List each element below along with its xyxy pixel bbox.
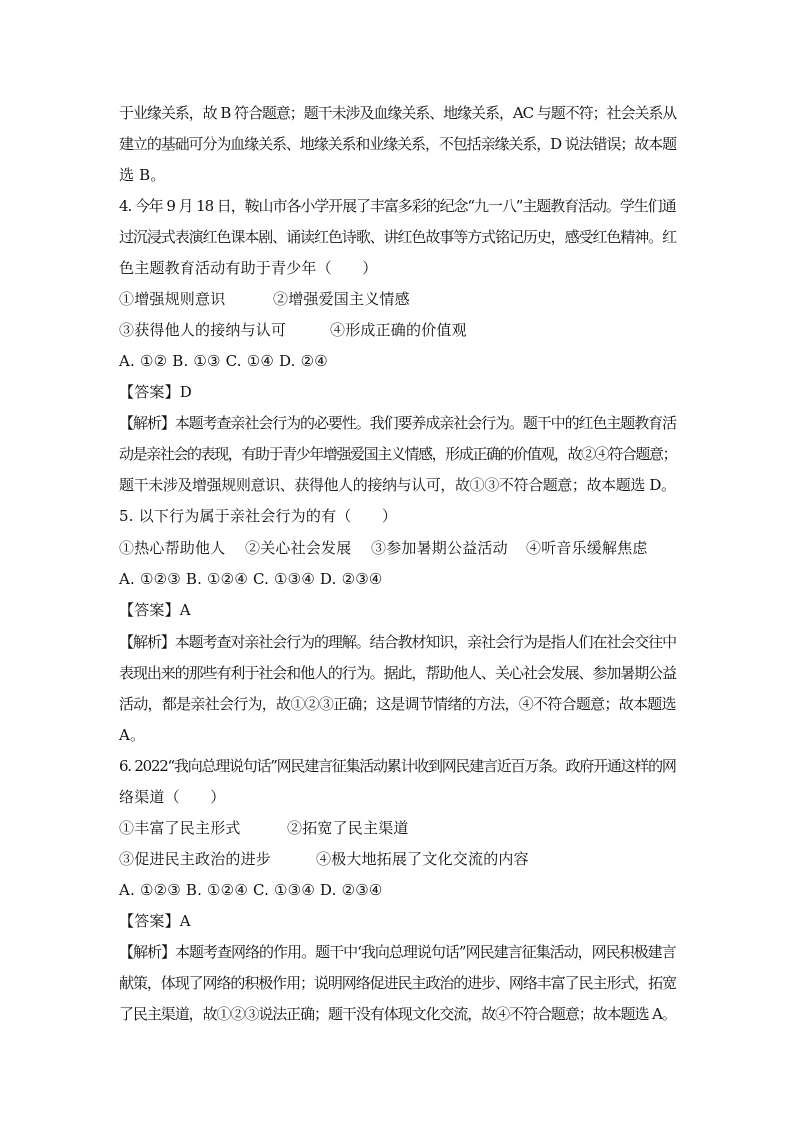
question-5-option-1: ①热心帮助他人	[119, 539, 226, 557]
question-6-option-1: ①丰富了民主形式	[119, 819, 241, 837]
question-6-option-3: ③促进民主政治的进步	[119, 850, 272, 868]
question-6-explanation-line-2: 献策，体现了网络的积极作用；说明网络促进民主政治的进步、网络丰富了民主形式，拓宽	[119, 974, 677, 992]
question-6-options-row-1	[119, 818, 409, 838]
question-4-option-2: ②增强爱国主义情感	[273, 290, 410, 308]
question-6-stem-line-1: 6. 2022“我向总理说句话”网民建言征集活动累计收到网民建言近百万条。政府开通这样的网	[119, 757, 676, 775]
question-6-choices: A. ①②③ B. ①②④ C. ①③④ D. ②③④	[119, 881, 383, 899]
question-4-stem-line-2: 过沉浸式表演红色课本剧、诵读红色诗歌、讲红色故事等方式铭记历史，感受红色精神。红	[119, 228, 677, 246]
question-5-option-2: ②关心社会发展	[245, 539, 352, 557]
question-4-explanation-line-1: 【解析】本题考查亲社会行为的必要性。我们要养成亲社会行为。题干中的红色主题教育活	[119, 414, 677, 432]
question-5-options-row	[119, 538, 648, 558]
question-4-explanation-line-2: 动是亲社会的表现，有助于青少年增强爱国主义情感，形成正确的价值观，故②④符合题意；	[119, 445, 677, 463]
question-6-options-row-2	[119, 849, 529, 869]
question-5-answer: 【答案】A	[119, 601, 191, 619]
question-5-stem: 5. 以下行为属于亲社会行为的有（ ）	[119, 507, 398, 525]
question-6-explanation-line-3: 了民主渠道，故①②③说法正确；题干没有体现文化交流，故④不符合题意；故本题选 A。	[119, 1005, 676, 1023]
question-4-option-4: ④形成正确的价值观	[330, 321, 467, 339]
question-5-explanation-line-4: A。	[119, 726, 146, 744]
question-4-answer: 【答案】D	[119, 383, 193, 401]
question-5-explanation-line-3: 活动，都是亲社会行为，故①②③正确；这是调节情绪的方法，④不符合题意；故本题选	[119, 695, 676, 713]
question-5-option-4: ④听音乐缓解焦虑	[526, 539, 648, 557]
intro-line-3: 选 B。	[119, 166, 166, 184]
question-6-explanation-line-1: 【解析】本题考查网络的作用。题干中‘我向总理说句话”网民建言征集活动，网民积极建言	[119, 943, 676, 961]
question-4-explanation-line-3: 题干未涉及增强规则意识、获得他人的接纳与认可，故①③不符合题意；故本题选 D。	[119, 476, 676, 494]
question-4-option-1: ①增强规则意识	[119, 290, 226, 308]
question-5-option-3: ③参加暑期公益活动	[371, 539, 508, 557]
question-6-option-2: ②拓宽了民主渠道	[287, 819, 409, 837]
question-4-option-3: ③获得他人的接纳与认可	[119, 321, 287, 339]
question-4-stem-line-1: 4. 今年 9 月 18 日，鞍山市各小学开展了丰富多彩的纪念“九一八”主题教育活动。学生们通	[119, 197, 676, 215]
intro-line-1: 于业缘关系，故 B 符合题意；题干未涉及血缘关系、地缘关系，AC 与题不符；社会关系从	[119, 104, 677, 122]
question-5-explanation-line-2: 表现出来的那些有利于社会和他人的行为。据此，帮助他人、关心社会发展、参加暑期公益	[119, 664, 677, 682]
question-4-stem-line-3: 色主题教育活动有助于青少年（ ）	[119, 259, 378, 277]
question-5-choices: A. ①②③ B. ①②④ C. ①③④ D. ②③④	[119, 570, 383, 588]
question-4-options-row-2	[119, 320, 467, 340]
question-6-stem-line-2: 络渠道（ ）	[119, 788, 226, 806]
question-4-options-row-1	[119, 289, 410, 309]
question-5-explanation-line-1: 【解析】本题考查对亲社会行为的理解。结合教材知识，亲社会行为是指人们在社会交往中	[119, 633, 677, 651]
question-6-answer: 【答案】A	[119, 912, 191, 930]
question-4-choices: A. ①② B. ①③ C. ①④ D. ②④	[119, 352, 328, 370]
intro-line-2: 建立的基础可分为血缘关系、地缘关系和业缘关系，不包括亲缘关系，D 说法错误；故本题	[119, 135, 676, 153]
question-6-option-4: ④极大地拓展了文化交流的内容	[316, 850, 529, 868]
